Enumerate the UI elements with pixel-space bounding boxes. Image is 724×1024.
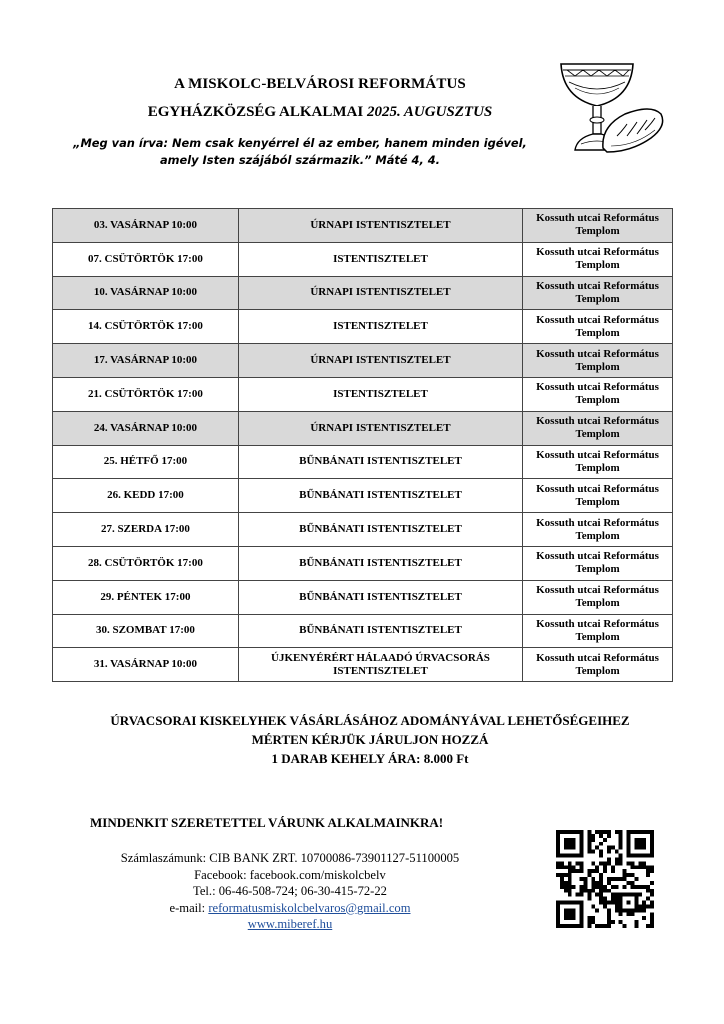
schedule-place: Kossuth utcai Református Templom (523, 580, 673, 614)
schedule-date: 03. VASÁRNAP 10:00 (53, 209, 239, 243)
qr-code-icon[interactable] (556, 830, 654, 928)
schedule-event: ÚRNAPI ISTENTISZTELET (238, 411, 522, 445)
schedule-place: Kossuth utcai Református Templom (523, 479, 673, 513)
schedule-place: Kossuth utcai Református Templom (523, 513, 673, 547)
schedule-date: 31. VASÁRNAP 10:00 (53, 648, 239, 682)
schedule-place: Kossuth utcai Református Templom (523, 344, 673, 378)
schedule-event: ÚJKENYÉRÉRT HÁLAADÓ ÚRVACSORÁS ISTENTISZTELET (238, 648, 522, 682)
schedule-event: BŰNBÁNATI ISTENTISZTELET (238, 546, 522, 580)
schedule-event: BŰNBÁNATI ISTENTISZTELET (238, 445, 522, 479)
schedule-place: Kossuth utcai Református Templom (523, 310, 673, 344)
schedule-date: 28. CSÜTÖRTÖK 17:00 (53, 546, 239, 580)
table-row (53, 242, 673, 276)
email-label: e-mail: (169, 900, 209, 915)
schedule-event: ISTENTISZTELET (238, 242, 522, 276)
table-row (53, 614, 673, 648)
page-title-line2 (100, 104, 540, 121)
website-link[interactable]: www.miberef.hu (247, 917, 333, 931)
chalice-and-bread-icon (555, 56, 667, 156)
schedule-event: ÚRNAPI ISTENTISZTELET (238, 344, 522, 378)
schedule-event: BŰNBÁNATI ISTENTISZTELET (238, 580, 522, 614)
phone-info: Tel.: 06-46-508-724; 06-30-415-72-22 (193, 884, 387, 898)
schedule-date: 30. SZOMBAT 17:00 (53, 614, 239, 648)
schedule-event: BŰNBÁNATI ISTENTISZTELET (238, 614, 522, 648)
schedule-date: 21. CSÜTÖRTÖK 17:00 (53, 377, 239, 411)
title-prefix: EGYHÁZKÖZSÉG ALKALMAI (147, 104, 364, 120)
welcome-text: MINDENKIT SZERETETTEL VÁRUNK ALKALMAINKRA! (90, 815, 444, 830)
donation-notice (90, 711, 650, 768)
schedule-date: 17. VASÁRNAP 10:00 (53, 344, 239, 378)
page-title-line1: A MISKOLC-BELVÁROSI REFORMÁTUS (174, 76, 466, 92)
facebook-info: Facebook: facebook.com/miskolcbelv (194, 867, 386, 882)
schedule-event: ISTENTISZTELET (238, 377, 522, 411)
bible-quote (60, 135, 540, 169)
table-row (53, 479, 673, 513)
schedule-date: 24. VASÁRNAP 10:00 (53, 411, 239, 445)
email-link[interactable]: reformatusmiskolcbelvaros@gmail.com (208, 900, 411, 915)
schedule-place: Kossuth utcai Református Templom (523, 614, 673, 648)
schedule-place: Kossuth utcai Református Templom (523, 648, 673, 682)
schedule-event: ÚRNAPI ISTENTISZTELET (238, 276, 522, 310)
schedule-date: 07. CSÜTÖRTÖK 17:00 (53, 242, 239, 276)
table-row (53, 209, 673, 243)
table-row (53, 513, 673, 547)
schedule-place: Kossuth utcai Református Templom (523, 411, 673, 445)
schedule-table (52, 208, 673, 682)
schedule-event: ISTENTISZTELET (238, 310, 522, 344)
bank-account: Számlaszámunk: CIB BANK ZRT. 10700086-73901127-51100005 (120, 851, 460, 865)
title-month: 2025. AUGUSZTUS (366, 104, 493, 120)
schedule-place: Kossuth utcai Református Templom (523, 377, 673, 411)
table-row (53, 344, 673, 378)
table-row (53, 445, 673, 479)
donation-line3: 1 DARAB KEHELY ÁRA: 8.000 Ft (271, 751, 469, 766)
table-row (53, 546, 673, 580)
table-row (53, 411, 673, 445)
donation-line1: ÚRVACSORAI KISKELYHEK VÁSÁRLÁSÁHOZ ADOMÁNYÁVAL LEHETŐSÉGEIHEZ (110, 713, 630, 728)
donation-line2: MÉRTEN KÉRJÜK JÁRULJON HOZZÁ (251, 732, 489, 747)
schedule-date: 29. PÉNTEK 17:00 (53, 580, 239, 614)
schedule-event: BŰNBÁNATI ISTENTISZTELET (238, 479, 522, 513)
quote-line1: „Meg van írva: Nem csak kenyérrel él az ember, hanem minden igével, (73, 136, 527, 150)
table-row (53, 648, 673, 682)
table-row (53, 310, 673, 344)
schedule-place: Kossuth utcai Református Templom (523, 276, 673, 310)
schedule-place: Kossuth utcai Református Templom (523, 546, 673, 580)
schedule-date: 10. VASÁRNAP 10:00 (53, 276, 239, 310)
schedule-event: ÚRNAPI ISTENTISZTELET (238, 209, 522, 243)
schedule-event: BŰNBÁNATI ISTENTISZTELET (238, 513, 522, 547)
schedule-date: 26. KEDD 17:00 (53, 479, 239, 513)
table-row (53, 580, 673, 614)
table-row (53, 276, 673, 310)
contact-info (60, 850, 520, 933)
quote-line2: amely Isten szájából származik.” Máté 4, 4. (159, 153, 440, 167)
schedule-place: Kossuth utcai Református Templom (523, 209, 673, 243)
email-info (60, 900, 520, 917)
schedule-date: 25. HÉTFŐ 17:00 (53, 445, 239, 479)
table-row (53, 377, 673, 411)
schedule-place: Kossuth utcai Református Templom (523, 242, 673, 276)
schedule-place: Kossuth utcai Református Templom (523, 445, 673, 479)
schedule-date: 14. CSÜTÖRTÖK 17:00 (53, 310, 239, 344)
schedule-date: 27. SZERDA 17:00 (53, 513, 239, 547)
